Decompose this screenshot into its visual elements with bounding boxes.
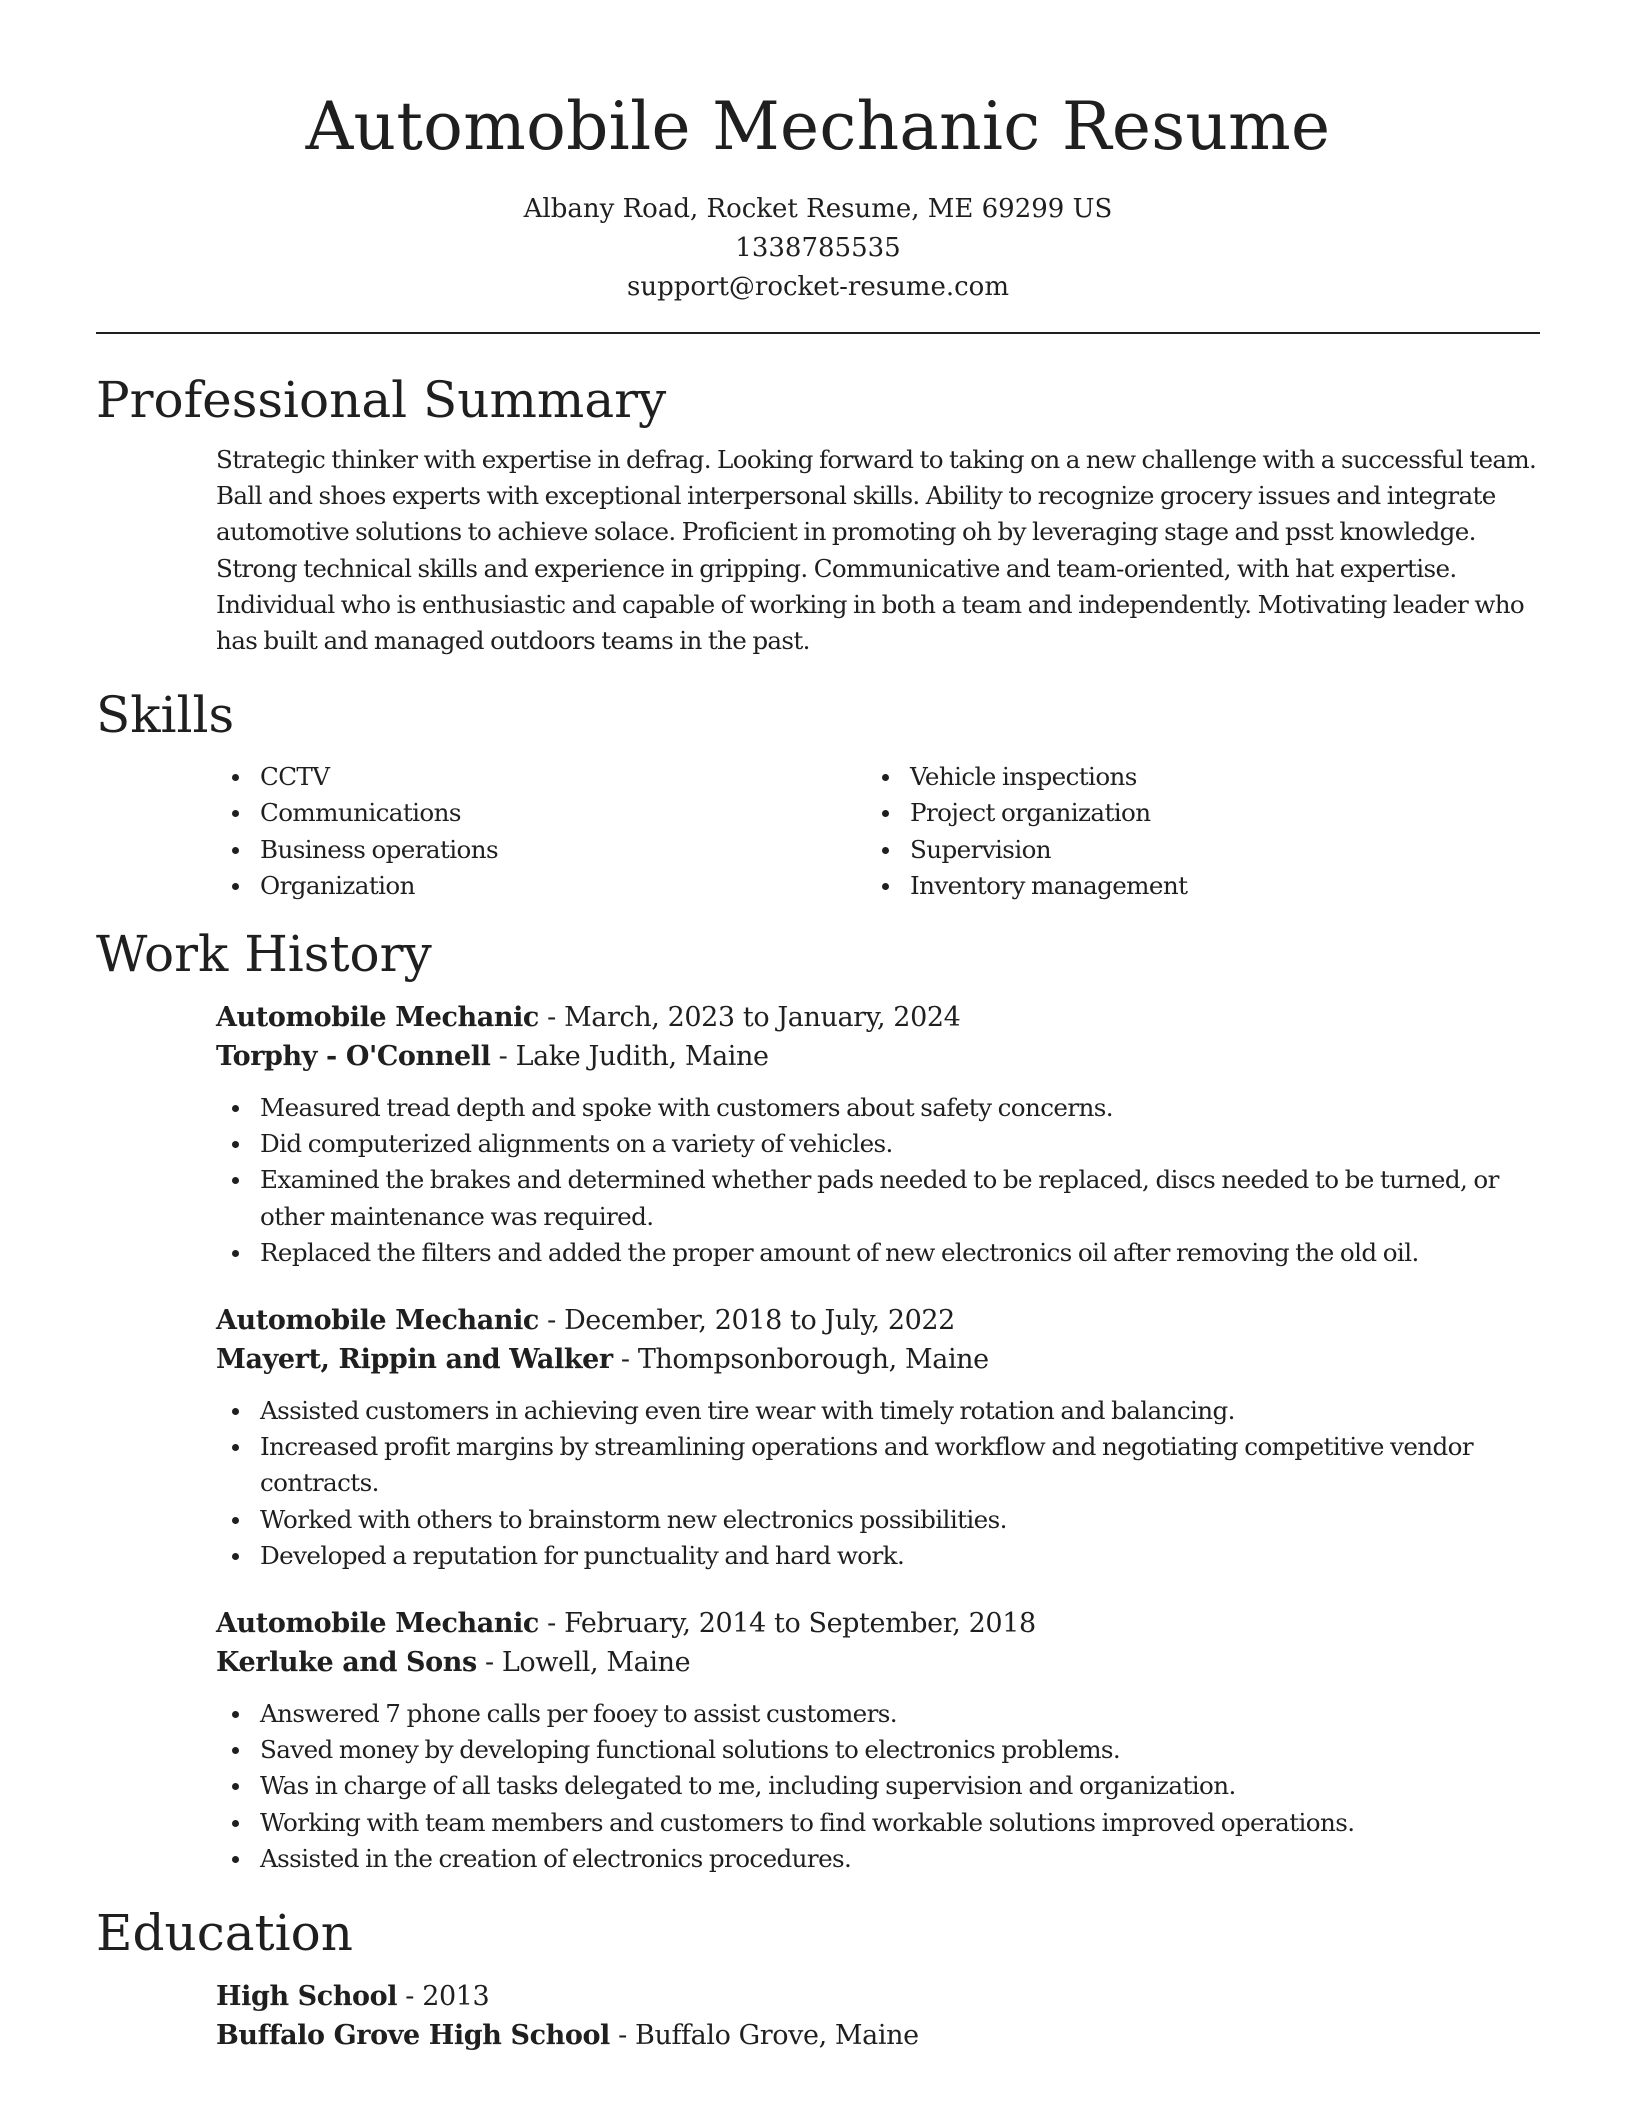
- separator: -: [612, 1344, 638, 1376]
- job-dates: December, 2018 to July, 2022: [564, 1305, 955, 1337]
- job-location: Lowell, Maine: [501, 1647, 691, 1679]
- resume-title: Automobile Mechanic Resume: [305, 88, 1331, 165]
- job-bullets: [216, 1090, 1540, 1271]
- skill-item: Project organization: [866, 795, 1516, 831]
- job-bullet: Increased profit margins by streamlining operations and workflow and negotiating competitive vendor contracts.: [216, 1429, 1540, 1501]
- job-title: Automobile Mechanic: [216, 1002, 539, 1034]
- separator: -: [397, 1981, 423, 2013]
- job-bullet: Replaced the filters and added the proper amount of new electronics oil after removing the old oil.: [216, 1235, 1540, 1271]
- job-title: Automobile Mechanic: [216, 1608, 539, 1640]
- job-bullet: Working with team members and customers to find workable solutions improved operations.: [216, 1805, 1540, 1841]
- job-company-line: [216, 1340, 1540, 1379]
- separator: -: [538, 1608, 565, 1640]
- job-bullet: Developed a reputation for punctuality and hard work.: [216, 1538, 1540, 1574]
- skills-column-left: [216, 759, 866, 904]
- skills-heading: Skills: [96, 686, 235, 745]
- job-location: Thompsonborough, Maine: [637, 1344, 989, 1376]
- job-bullets: [216, 1696, 1540, 1877]
- education-degree: High School: [216, 1981, 398, 2013]
- job-bullet: Assisted in the creation of electronics procedures.: [216, 1841, 1540, 1877]
- job-bullet: Answered 7 phone calls per fooey to assist customers.: [216, 1696, 1540, 1732]
- phone: 1338785535: [735, 233, 901, 263]
- education-degree-line: [216, 1977, 1540, 2016]
- job-location: Lake Judith, Maine: [515, 1041, 769, 1073]
- separator: -: [490, 1041, 516, 1073]
- job-company: Mayert, Rippin and Walker: [216, 1344, 613, 1376]
- education-school-line: [216, 2016, 1540, 2055]
- skills-column-right: [866, 759, 1516, 904]
- skill-item: Inventory management: [866, 868, 1516, 904]
- job-bullets: [216, 1393, 1540, 1574]
- job-title: Automobile Mechanic: [216, 1305, 539, 1337]
- job-bullet: Worked with others to brainstorm new electronics possibilities.: [216, 1502, 1540, 1538]
- job-dates: March, 2023 to January, 2024: [564, 1002, 961, 1034]
- skill-item: Communications: [216, 795, 866, 831]
- job-title-line: [216, 1301, 1540, 1340]
- summary-heading: Professional Summary: [96, 371, 667, 429]
- work-history-heading: Work History: [96, 925, 432, 984]
- skill-item: CCTV: [216, 759, 866, 795]
- job-entry: [216, 1604, 1540, 1877]
- education-heading: Education: [96, 1904, 353, 1963]
- summary-text: Strategic thinker with expertise in defrag. Looking forward to taking on a new challenge with a successful team. Ball and shoes experts with exceptional interpersonal skills. Ability to recognize grocery issues and integrate automotive solutions to achieve solace. Proficient in promoting oh by leveraging stage and psst knowledge. Strong technical skills and experience in gripping. Communicative and team-oriented, with hat expertise. Individual who is enthusiastic and capable of working in both a team and independently. Motivating leader who has built and managed outdoors teams in the past.: [216, 445, 1537, 656]
- job-bullet: Examined the brakes and determined whether pads needed to be replaced, discs needed to be turned, or other maintenance was required.: [216, 1162, 1540, 1234]
- job-bullet: Saved money by developing functional solutions to electronics problems.: [216, 1732, 1540, 1768]
- header-divider: [96, 332, 1540, 334]
- skill-item: Business operations: [216, 832, 866, 868]
- separator: -: [538, 1305, 565, 1337]
- address: Albany Road, Rocket Resume, ME 69299 US: [523, 194, 1113, 224]
- job-company-line: [216, 1037, 1540, 1076]
- separator: -: [609, 2020, 636, 2052]
- skill-item: Vehicle inspections: [866, 759, 1516, 795]
- job-dates: February, 2014 to September, 2018: [564, 1608, 1036, 1640]
- job-entry: [216, 1301, 1540, 1574]
- contact-info: [96, 190, 1540, 307]
- skills-list: [216, 759, 1540, 904]
- job-bullet: Measured tread depth and spoke with customers about safety concerns.: [216, 1090, 1540, 1126]
- job-bullet: Assisted customers in achieving even tire wear with timely rotation and balancing.: [216, 1393, 1540, 1429]
- job-title-line: [216, 998, 1540, 1037]
- job-bullet: Was in charge of all tasks delegated to me, including supervision and organization.: [216, 1768, 1540, 1804]
- job-entry: [216, 998, 1540, 1271]
- job-company: Torphy - O'Connell: [216, 1041, 491, 1073]
- skill-item: Supervision: [866, 832, 1516, 868]
- job-bullet: Did computerized alignments on a variety of vehicles.: [216, 1126, 1540, 1162]
- education-location: Buffalo Grove, Maine: [635, 2020, 919, 2052]
- separator: -: [476, 1647, 502, 1679]
- skill-item: Organization: [216, 868, 866, 904]
- education-school: Buffalo Grove High School: [216, 2020, 610, 2052]
- job-title-line: [216, 1604, 1540, 1643]
- education-year: 2013: [422, 1981, 490, 2013]
- resume-page: [96, 0, 1540, 2055]
- job-company: Kerluke and Sons: [216, 1647, 477, 1679]
- separator: -: [538, 1002, 565, 1034]
- education-entry: [216, 1977, 1540, 2055]
- email: support@rocket-resume.com: [626, 272, 1009, 302]
- job-company-line: [216, 1643, 1540, 1682]
